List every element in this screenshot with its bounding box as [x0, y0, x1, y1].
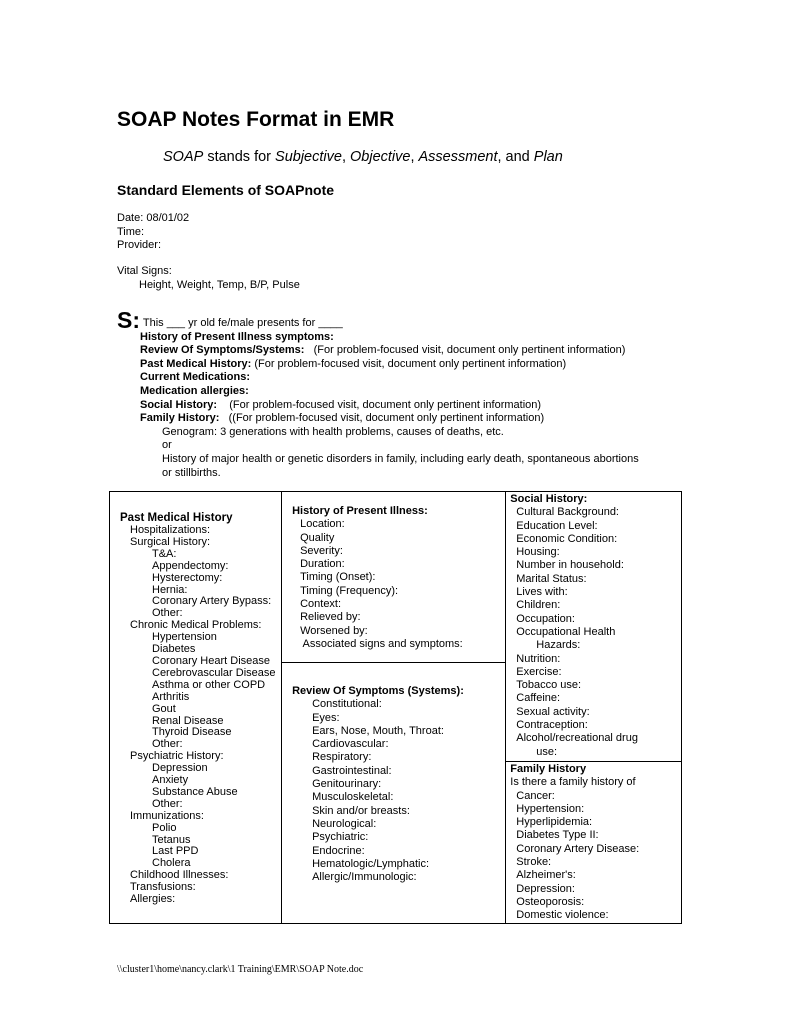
meta-time: Time:: [117, 225, 145, 238]
social-item: Nutrition:: [516, 652, 561, 665]
social-item: Children:: [516, 599, 561, 612]
intro-stands-for: stands for: [203, 149, 276, 165]
subjective-block: [117, 307, 687, 480]
genogram-line: Genogram: 3 generations with health problems, causes of deaths, etc.: [162, 425, 504, 438]
pmh-surgical-item: T&A:: [152, 547, 177, 560]
meta-date: Date: 08/01/02: [117, 212, 190, 224]
social-item: Tobacco use:: [516, 679, 582, 692]
social-item: Sexual activity:: [516, 705, 590, 718]
social-heading: Social History:: [510, 493, 588, 505]
social-history-section: [506, 492, 681, 762]
hpi-item: Timing (Onset):: [300, 571, 376, 584]
intro-subjective: Subjective: [275, 149, 342, 165]
pmh-psych-item: Depression: [152, 762, 208, 775]
intro-assessment: Assessment: [418, 149, 498, 165]
pmh-immun-item: Last PPD: [152, 845, 199, 858]
intro-and: , and: [497, 149, 534, 165]
family-details: [117, 426, 687, 480]
current-medications-label: Current Medications:: [140, 371, 251, 384]
social-note: (For problem-focused visit, document only pertinent information): [217, 398, 542, 411]
hpi-item: Quality: [300, 531, 335, 544]
ros-column: [282, 663, 506, 924]
hpi-item: Relieved by:: [300, 611, 361, 624]
ros-item: Eyes:: [312, 711, 340, 724]
family-item: Coronary Artery Disease:: [516, 842, 640, 855]
file-path-footer: \\cluster1\home\nancy.clark\1 Training\EMR\SOAP Note.doc: [117, 964, 364, 975]
pmh-transfusions: Transfusions:: [130, 881, 196, 894]
family-item: Hypertension:: [516, 802, 585, 815]
vitals-label: Vital Signs:: [117, 265, 172, 277]
pmh-label: Past Medical History:: [140, 357, 252, 370]
social-item: Lives with:: [516, 586, 568, 599]
ros-heading: Review Of Symptoms (Systems):: [292, 685, 464, 697]
social-item: Economic Condition:: [516, 532, 618, 545]
intro-plan: Plan: [533, 149, 563, 165]
social-item: Caffeine:: [516, 692, 561, 705]
ros-item: Endocrine:: [312, 844, 365, 857]
family-question: Is there a family history of: [510, 776, 636, 789]
intro-objective: Objective: [350, 149, 411, 165]
ros-item: Gastrointestinal:: [312, 764, 392, 777]
ros-note: (For problem-focused visit, document only pertinent information): [304, 344, 626, 357]
pmh-heading: Past Medical History: [120, 512, 233, 524]
social-item: Occupation:: [516, 612, 575, 625]
intro-comma-1: ,: [341, 149, 350, 165]
pmh-chronic-item: Asthma or other COPD: [152, 678, 266, 691]
history-line-1: History of major health or genetic disorders in family, including early death, spontaneous abortions: [162, 452, 639, 465]
social-item: Exercise:: [516, 665, 562, 678]
vitals-block: [117, 265, 300, 292]
pmh-immun-item: Polio: [152, 821, 177, 834]
subjective-lines: [117, 331, 687, 426]
intro-line: [163, 149, 563, 165]
pmh-immunizations: Immunizations:: [130, 809, 204, 822]
pmh-surgical-item: Other:: [152, 607, 183, 620]
family-item: Depression:: [516, 882, 575, 895]
pmh-psych-item: Anxiety: [152, 774, 189, 787]
pmh-chronic-item: Arthritis: [152, 690, 190, 703]
pmh-chronic: Chronic Medical Problems:: [130, 619, 262, 632]
social-item: Marital Status:: [516, 572, 587, 585]
family-history-label: Family History:: [140, 412, 220, 425]
hpi-item: Associated signs and symptoms:: [300, 637, 463, 650]
social-item: Education Level:: [516, 519, 598, 532]
ros-item: Musculoskeletal:: [312, 791, 394, 804]
family-heading: Family History: [510, 763, 587, 775]
pmh-psych-item: Substance Abuse: [152, 785, 238, 798]
pmh-chronic-item: Renal Disease: [152, 714, 224, 727]
intro-soap: SOAP: [163, 149, 204, 165]
pmh-note: (For problem-focused visit, document only pertinent information): [251, 357, 567, 370]
ros-item: Allergic/Immunologic:: [312, 871, 417, 884]
pmh-psych: Psychiatric History:: [130, 750, 224, 763]
subjective-first-line: [117, 307, 687, 333]
hpi-item: Duration:: [300, 558, 345, 571]
pmh-chronic-item: Diabetes: [152, 643, 196, 656]
family-item: Stroke:: [516, 856, 552, 869]
social-item: Contraception:: [516, 719, 588, 732]
pmh-chronic-item: Hypertension: [152, 631, 217, 644]
pmh-surgical: Surgical History:: [130, 535, 211, 548]
pmh-surgical-item: Coronary Artery Bypass:: [152, 595, 272, 608]
standard-elements-heading: Standard Elements of SOAPnote: [117, 182, 335, 198]
pmh-column: [110, 492, 282, 924]
pmh-surgical-item: Hernia:: [152, 583, 188, 596]
intro-comma-2: ,: [410, 149, 419, 165]
ros-item: Psychiatric:: [312, 831, 369, 844]
social-history-label: Social History:: [140, 398, 218, 411]
social-item: Number in household:: [516, 559, 624, 572]
family-item: Diabetes Type II:: [516, 829, 599, 842]
hpi-item: Location:: [300, 518, 345, 531]
pmh-allergies: Allergies:: [130, 893, 176, 906]
ros-label: Review Of Symptoms/Systems:: [140, 344, 305, 357]
pmh-chronic-item: Thyroid Disease: [152, 726, 232, 739]
family-note: ((For problem-focused visit, document only pertinent information): [219, 412, 545, 425]
family-item: Cancer:: [516, 789, 555, 802]
hpi-heading: History of Present Illness:: [292, 505, 428, 517]
ros-item: Skin and/or breasts:: [312, 804, 410, 817]
family-item: Osteoporosis:: [516, 895, 585, 908]
hpi-item: Timing (Frequency):: [300, 584, 399, 597]
ros-item: Neurological:: [312, 817, 377, 830]
subjective-letter: S:: [117, 307, 140, 333]
social-hazards: Hazards:: [536, 639, 581, 652]
hpi-item: Worsened by:: [300, 624, 368, 637]
or-line: or: [162, 439, 172, 452]
pmh-surgical-item: Hysterectomy:: [152, 571, 223, 584]
meta-block: [117, 212, 189, 253]
ros-item: Cardiovascular:: [312, 738, 389, 751]
history-line-2: or stillbirths.: [162, 466, 221, 479]
social-use: use:: [536, 745, 558, 758]
family-history-section: [506, 762, 681, 923]
pmh-chronic-item: Other:: [152, 738, 183, 751]
ros-item: Ears, Nose, Mouth, Throat:: [312, 724, 444, 737]
social-item: Alcohol/recreational drug: [516, 732, 638, 745]
social-item: Occupational Health: [516, 625, 616, 638]
pmh-chronic-item: Gout: [152, 702, 176, 715]
family-item: Alzheimer's:: [516, 869, 576, 882]
soap-elements-table: [109, 491, 682, 924]
pmh-chronic-item: Coronary Heart Disease: [152, 654, 270, 667]
meta-provider: Provider:: [117, 239, 162, 251]
pmh-chronic-item: Cerebrovascular Disease: [152, 666, 276, 679]
hpi-column: [282, 492, 506, 663]
pmh-surgical-item: Appendectomy:: [152, 559, 229, 572]
medication-allergies-label: Medication allergies:: [140, 384, 249, 397]
family-item: Domestic violence:: [516, 909, 609, 922]
page-title: SOAP Notes Format in EMR: [117, 108, 395, 131]
hpi-symptoms-label: History of Present Illness symptoms:: [140, 330, 334, 343]
social-item: Housing:: [516, 546, 560, 559]
subjective-intro: This ___ yr old fe/male presents for ____: [140, 317, 343, 329]
ros-item: Respiratory:: [312, 751, 372, 764]
hpi-item: Severity:: [300, 544, 343, 557]
pmh-immun-item: Cholera: [152, 857, 191, 870]
pmh-hospitalizations: Hospitalizations:: [130, 524, 211, 536]
social-family-column: [506, 492, 682, 924]
pmh-immun-item: Tetanus: [152, 833, 191, 846]
pmh-psych-item: Other:: [152, 797, 183, 810]
ros-item: Genitourinary:: [312, 778, 382, 791]
pmh-childhood: Childhood Illnesses:: [130, 869, 229, 882]
ros-item: Constitutional:: [312, 698, 382, 711]
family-item: Hyperlipidemia:: [516, 816, 593, 829]
ros-item: Hematologic/Lymphatic:: [312, 857, 430, 870]
social-item: Cultural Background:: [516, 506, 619, 519]
vitals-items: Height, Weight, Temp, B/P, Pulse: [139, 278, 300, 291]
hpi-item: Context:: [300, 598, 342, 611]
